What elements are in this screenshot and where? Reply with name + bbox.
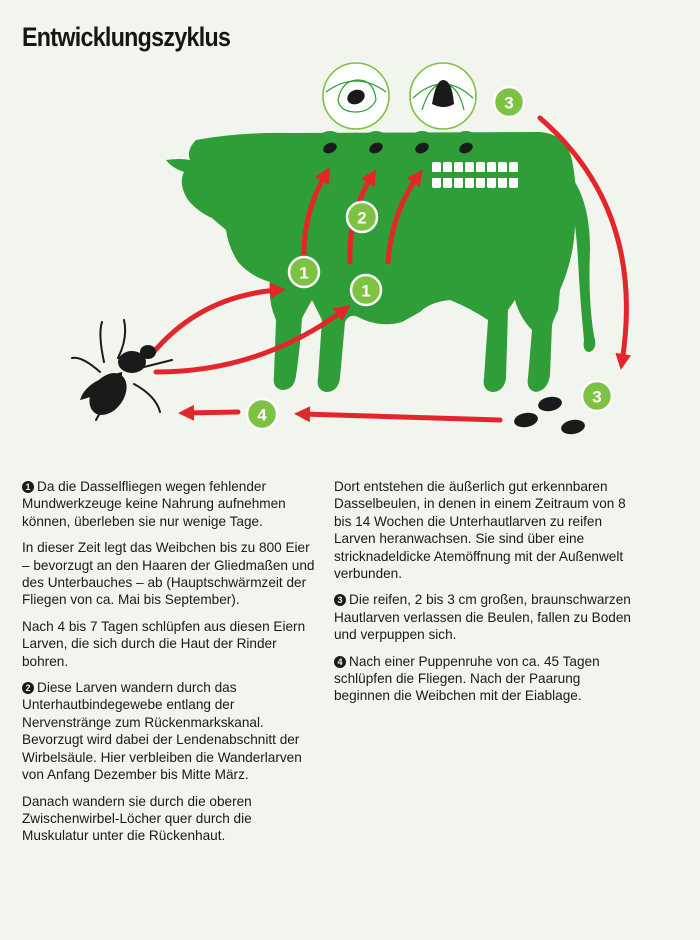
badge-1-belly [351, 275, 381, 305]
arrow-fly-to-leg [152, 290, 278, 354]
badge-1-leg [289, 257, 319, 287]
step-marker-4: 4 [334, 656, 346, 668]
badge-4 [247, 399, 277, 429]
paragraph-8: 4 Nach einer Puppenruhe von ca. 45 Tagen schlüpfen die Fliegen. Nach der Paarung beginnen die Weibchen mit der Eiablage. [334, 653, 600, 704]
paragraph-5: Danach wandern sie durch die oberen Zwischenwirbel-Löcher quer durch die Muskulatur unter die Rückenhaut. [22, 793, 252, 844]
svg-text:2: 2 [357, 208, 367, 228]
step-marker-1: 1 [22, 481, 34, 493]
paragraph-2: In dieser Zeit legt das Weibchen bis zu 800 Eier – bevorzugt an den Haaren der Gliedmaßen und des Unterbauches – ab (Hauptschwärmzeit der Fliegen von ca. Mai bis September). [22, 540, 315, 608]
text-column-right [334, 478, 632, 714]
paragraph-6: Dort entstehen die äußerlich gut erkennbaren Dasselbeulen, in denen in einem Zeitraum von 8 bis 14 Wochen die Unterhautlarven zu reifen Larven heranwachsen. Sie sind über eine stricknadeldicke Atemöffnung mit der Außenwelt verbunden. [334, 479, 626, 582]
arrow-pupae-to-4 [302, 414, 500, 420]
step-marker-3: 3 [334, 594, 346, 606]
paragraph-7: 3 Die reifen, 2 bis 3 cm großen, braunschwarzen Hautlarven verlassen die Beulen, fallen zu Boden und verpuppen sich. [334, 592, 631, 643]
lump-detail-right [410, 63, 476, 129]
text-column-left [22, 478, 318, 854]
svg-text:3: 3 [592, 387, 602, 407]
step-marker-2: 2 [22, 682, 34, 694]
paragraph-1: 1 Da die Dasselfliegen wegen fehlender Mundwerkzeuge keine Nahrung aufnehmen können, überleben sie nur wenige Tage. [22, 479, 286, 529]
svg-text:4: 4 [257, 405, 267, 425]
paragraph-4: 2 Diese Larven wandern durch das Unterhautbindegewebe entlang der Nervenstränge zum Rückenmarkskanal. Bevorzugt wird dabei der Lendenabschnitt der Wirbelsäule. Hier verbleiben die Wanderlarven von Anfang Dezember bis Mitte März. [22, 680, 302, 783]
badge-3-top [494, 87, 524, 117]
svg-text:3: 3 [504, 93, 514, 113]
page-title: Entwicklungszyklus [22, 22, 231, 52]
arrow-4-to-fly [186, 412, 238, 413]
badge-3-ground [582, 381, 612, 411]
paragraph-3: Nach 4 bis 7 Tagen schlüpfen aus diesen Eiern Larven, die sich durch die Haut der Rinder bohren. [22, 618, 306, 669]
svg-text:1: 1 [361, 281, 371, 301]
cow-silhouette [166, 132, 595, 392]
badge-2 [347, 202, 377, 232]
lump-detail-left [323, 63, 389, 129]
svg-text:1: 1 [299, 263, 309, 283]
pupae [513, 395, 586, 436]
arrow-fly-to-belly [156, 310, 344, 372]
